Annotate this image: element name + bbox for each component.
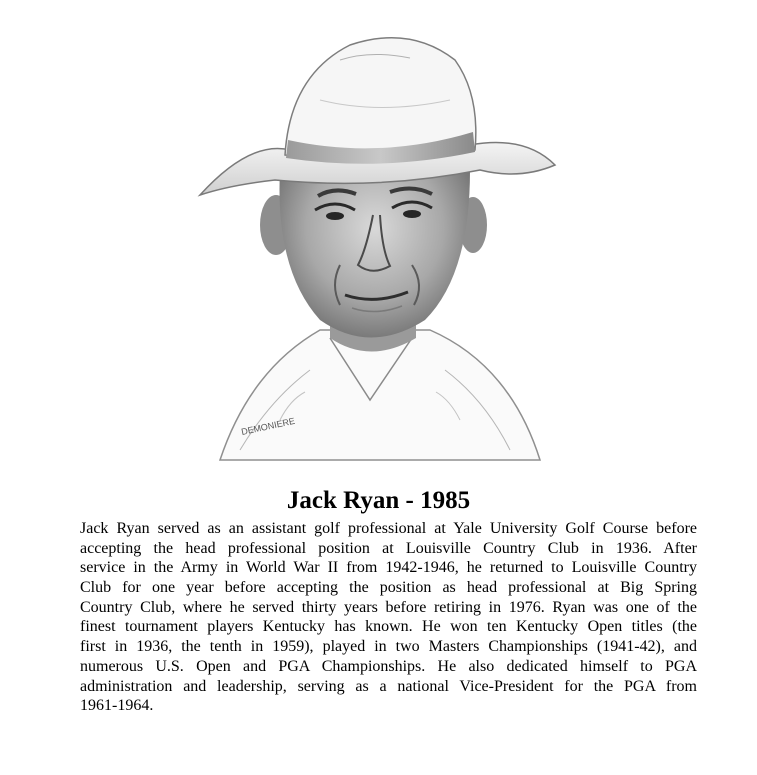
bio-line: finest tournament players Kentucky has known. He won ten Kentucky Open titles (the <box>80 618 697 636</box>
artist-signature: DEMONIERE <box>240 415 296 437</box>
portrait-sketch <box>180 20 570 485</box>
bio-line: service in the Army in World War II from 1942-1946, he returned to Louisville Country <box>80 559 697 577</box>
bio-line: administration and leadership, serving as a national Vice-President for the PGA from <box>80 677 697 695</box>
bio-line: Country Club, where he served thirty years before retiring in 1976. Ryan was one of the <box>80 598 697 616</box>
bio-line: numerous U.S. Open and PGA Championships. He also dedicated himself to PGA <box>80 657 697 675</box>
bio-line: first in 1936, the tenth in 1959), played in two Masters Championships (1941-42), and <box>80 638 697 656</box>
page-title: Jack Ryan - 1985 <box>286 487 471 514</box>
biography-text <box>80 519 697 716</box>
bio-line: accepting the head professional position at Louisville Country Club in 1936. After <box>80 539 697 557</box>
bio-line: Jack Ryan served as an assistant golf professional at Yale University Golf Course before <box>80 520 697 537</box>
bio-line: Club for one year before accepting the position as head professional at Big Spring <box>80 579 697 597</box>
bio-line: 1961-1964. <box>80 697 154 715</box>
